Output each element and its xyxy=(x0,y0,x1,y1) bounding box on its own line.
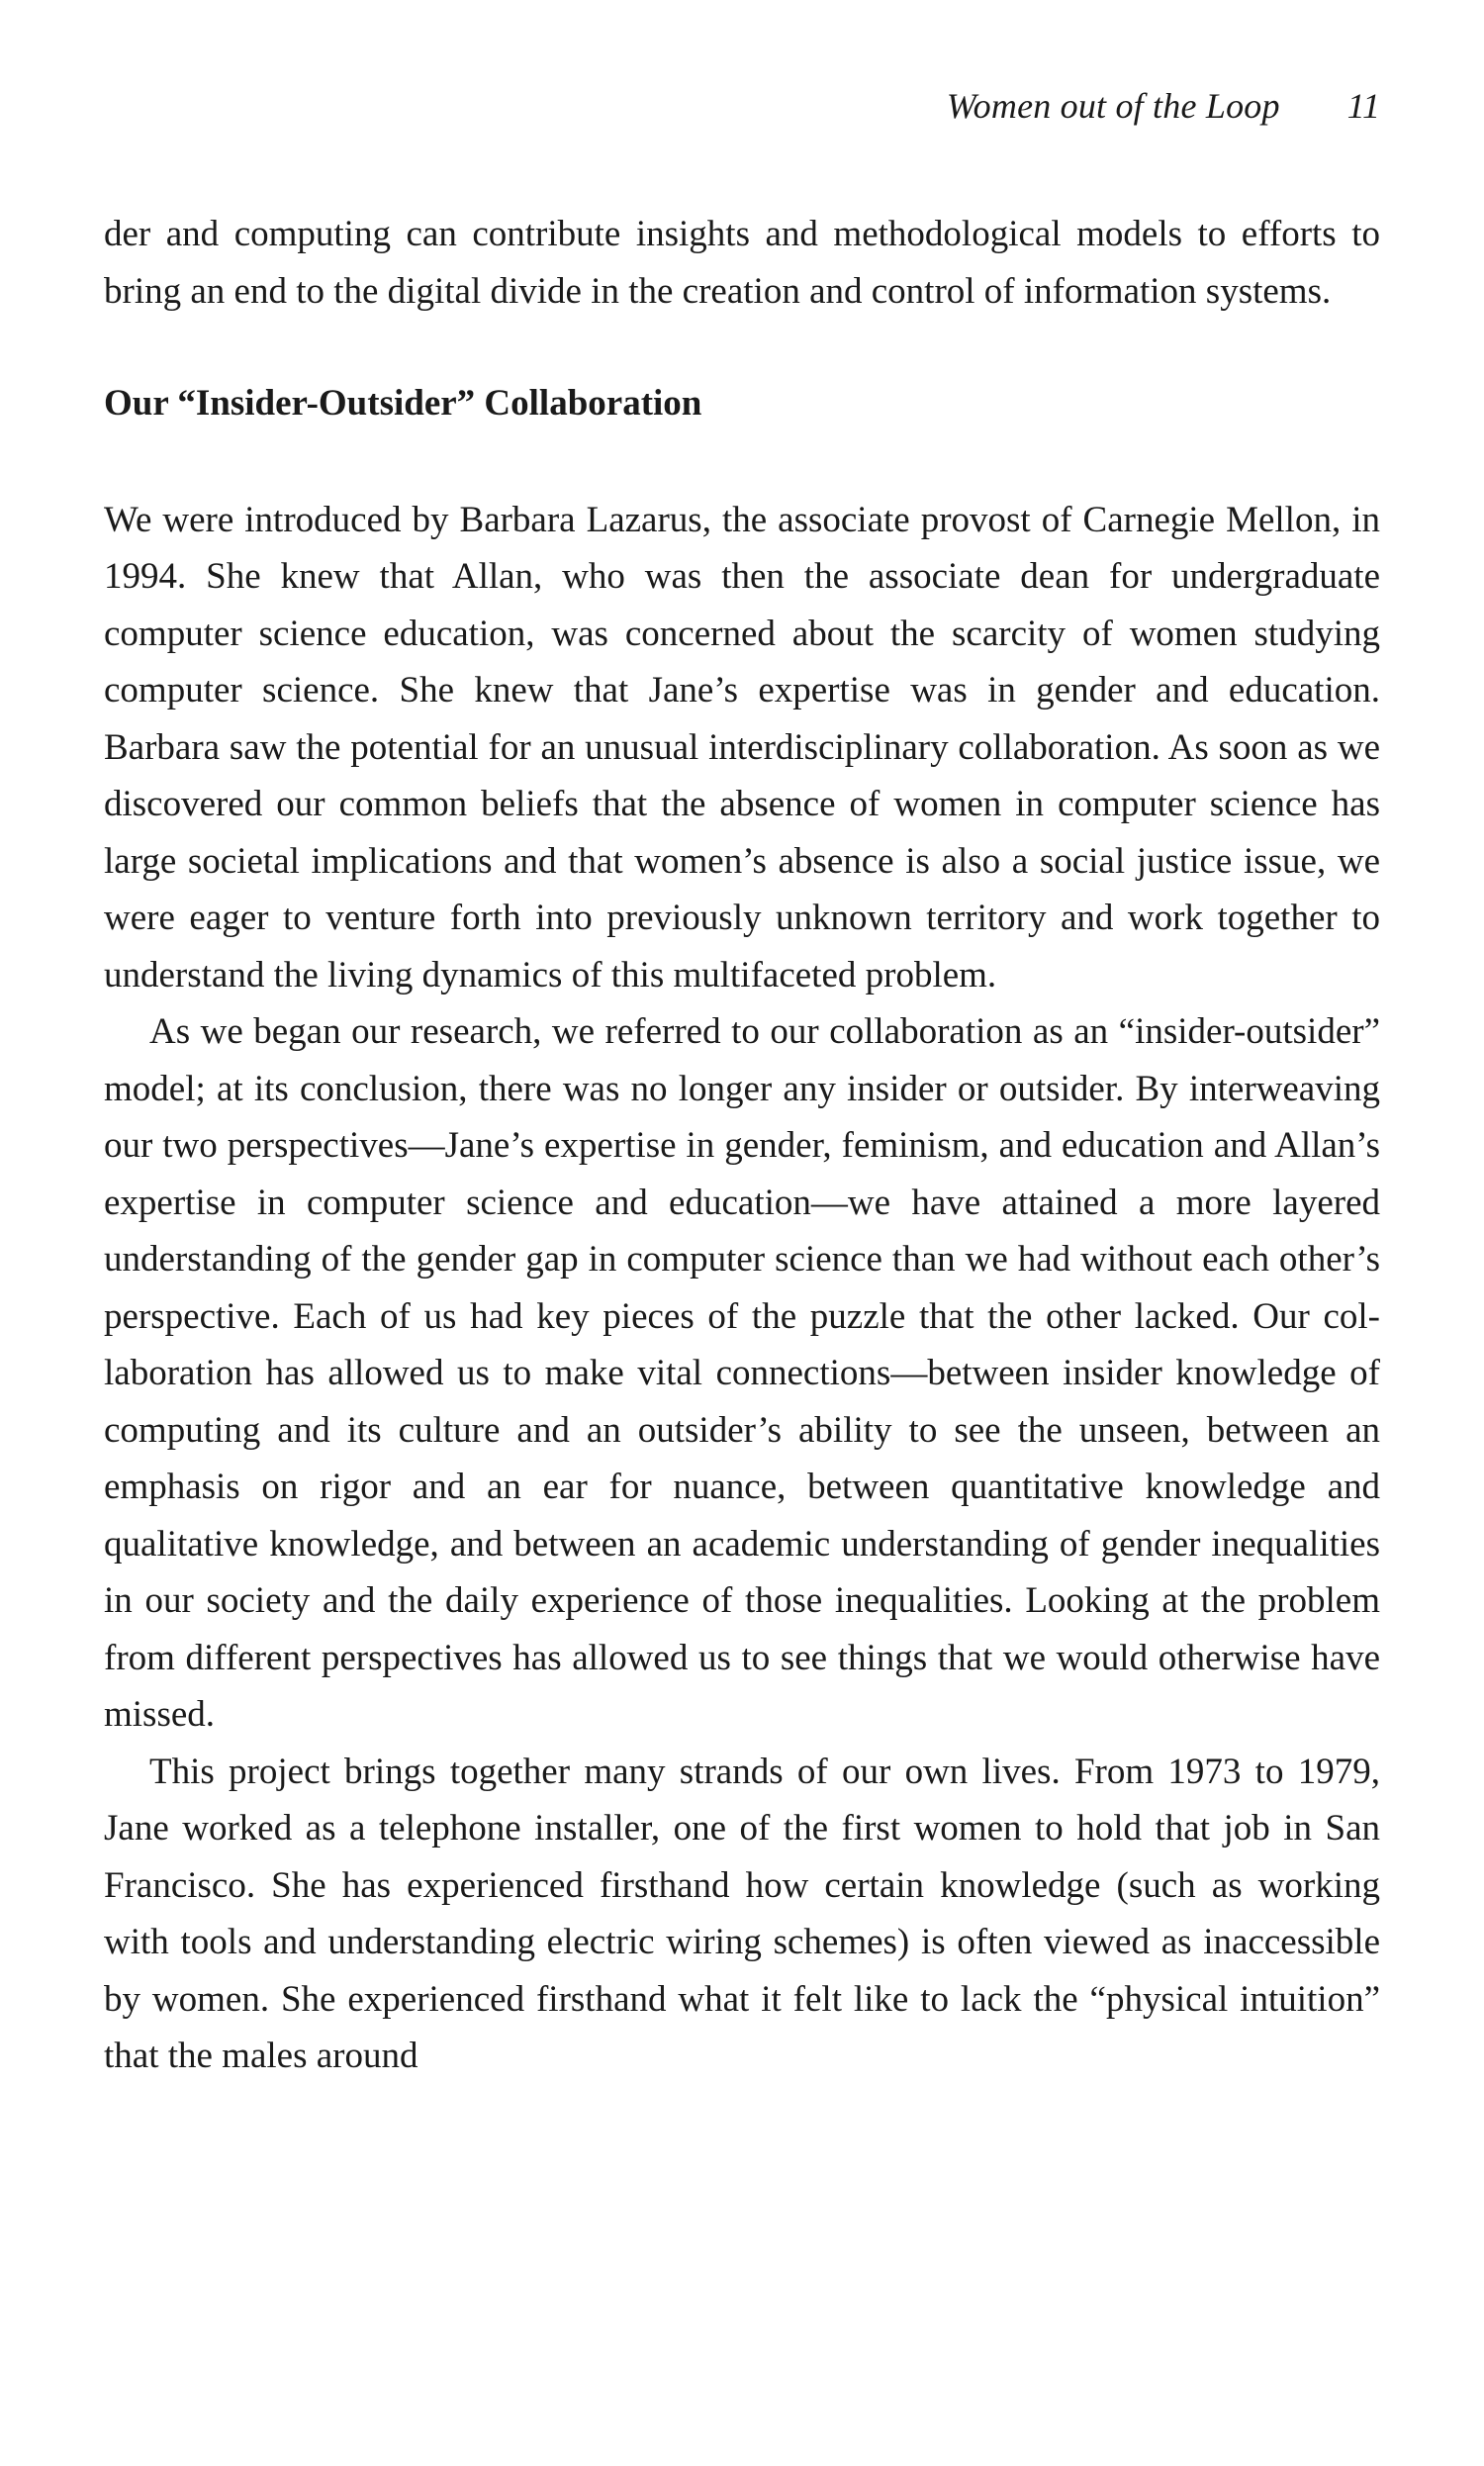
running-title: Women out of the Loop xyxy=(946,86,1280,126)
section-heading-text: Our “Insider-Outsider” Collaboration xyxy=(104,383,702,424)
page-number: 11 xyxy=(1346,86,1380,126)
section-heading xyxy=(104,375,1380,432)
body-text xyxy=(104,206,1380,2085)
running-head xyxy=(947,85,1380,144)
paragraph-continued: der and computing can contribute insights and methodological models to efforts to bring an end to the digital divide in the creation and control of information systems. xyxy=(104,214,1380,312)
paragraph: We were introduced by Barbara Lazarus, the associate provost of Carnegie Mellon, in 1994. She knew that Allan, who was then the associate dean for undergraduate computer science education, was concerned about the scarcity of women studying computer science. She knew that Jane’s expertise was in gender and education. Barbara saw the potential for an unusual interdisciplinary collaboration. As soon as we discovered our common beliefs that the absence of women in computer science has large societal implications and that women’s absence is also a social justice issue, we were eager to venture forth into previously unknown territory and work together to understand the living dynamics of this multifaceted problem. xyxy=(104,499,1380,996)
paragraph: This project brings together many strands of our own lives. From 1973 to 1979, Jane worked as a telephone installer, one of the first women to hold that job in San Francisco. She has experienced firsthand how certain knowledge (such as working with tools and understanding electric wiring schemes) is often viewed as inaccessible by women. She experienced firsthand what it felt like to lack the “physical intuition” that the males around xyxy=(104,1751,1380,2076)
paragraph: As we began our research, we referred to our collaboration as an “insider-outsider” model; at its conclusion, there was no longer any insider or outsider. By interweaving our two perspectives—Jane’s expertise in gender, feminism, and education and Allan’s expertise in computer science and education—we have attained a more layered understanding of the gender gap in computer science than we had without each other’s perspective. Each of us had key pieces of the puzzle that the other lacked. Our collaboration has allowed us to make vital connections—between insider knowledge of computing and its culture and an outsider’s ability to see the unseen, between an emphasis on rigor and an ear for nuance, between quantitative knowledge and qualitative knowledge, and between an academic understanding of gender inequalities in our society and the daily experience of those inequalities. Looking at the problem from different perspectives has allowed us to see things that we would otherwise have missed. xyxy=(104,1011,1380,1735)
